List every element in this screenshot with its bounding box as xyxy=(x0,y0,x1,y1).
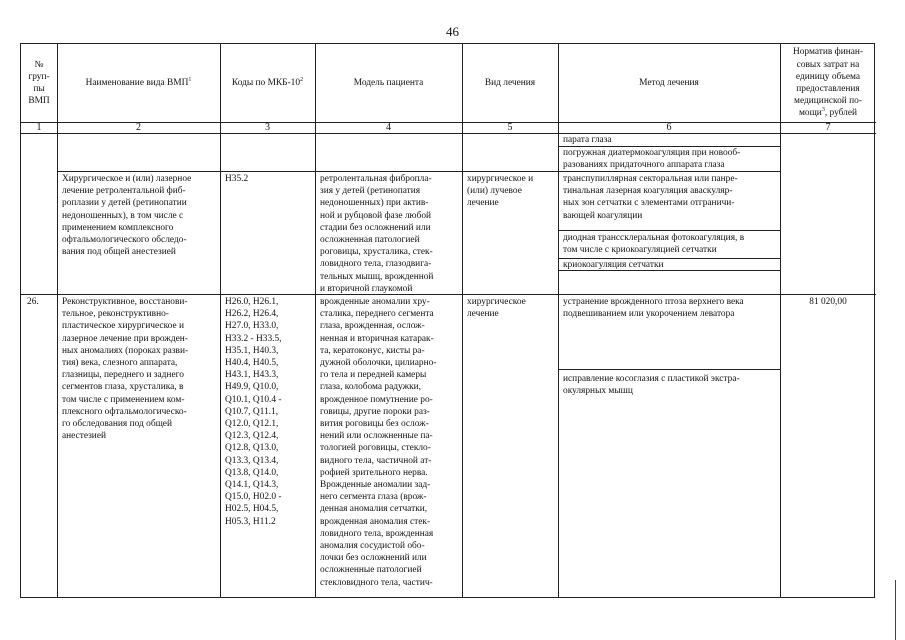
text-line: окулярных мышц xyxy=(563,386,633,397)
header-vmp-name xyxy=(57,44,220,122)
text-line: H35.2 xyxy=(225,174,249,184)
text-line: H49.9, Q10.0, xyxy=(225,382,279,393)
text-line: H33.2 - H33.5, xyxy=(225,333,282,344)
text-line: врожденное помутнение ро- xyxy=(320,394,433,405)
text-line: тельных мышц, врожденной xyxy=(320,271,434,282)
text-line: вающей коагуляции xyxy=(563,210,643,221)
text-line: совых затрат на xyxy=(796,59,860,70)
text-line: лечение xyxy=(467,198,499,209)
text-line: погружная диатермокоагуляция при новооб- xyxy=(563,148,741,158)
text-line: Q14.1, Q14.3, xyxy=(225,480,279,491)
text-line: криокоагуляция сетчатки xyxy=(563,260,664,270)
text-line: предоставления xyxy=(796,84,860,94)
text-line: ных зон сетчатки с элементами отграничи- xyxy=(563,198,735,209)
header-vmp-name-text: Наименование вида ВМП xyxy=(85,77,189,88)
text-line: видного тела, частичной ат- xyxy=(320,455,432,466)
text-line: рофией зрительного нерва. xyxy=(320,467,428,478)
text-line: Врожденные аномалии зад- xyxy=(320,480,431,491)
column-number: 4 xyxy=(386,122,391,133)
column-number: 5 xyxy=(507,122,513,133)
header-cost-unit: , рублей xyxy=(824,108,858,119)
text-line: ной и рубцовой фазе любой xyxy=(320,210,432,221)
text-line: H35.1, H40.3, xyxy=(225,345,279,356)
text-line: Q13.3, Q13.4, xyxy=(225,455,279,466)
text-line: стадии без осложнений или xyxy=(320,222,431,233)
header-patient-model xyxy=(315,44,462,122)
text-line: Q12.8, Q13.0, xyxy=(225,443,279,454)
page-edge-mark xyxy=(895,580,896,640)
text-line: стекловидного тела, частич- xyxy=(320,577,433,588)
text-line: тологией роговицы, стекло- xyxy=(320,443,431,454)
text-line: ловидного тела, врожденная xyxy=(320,528,434,539)
text-line: хирургическое xyxy=(467,297,526,307)
header-group-number-text xyxy=(28,59,49,108)
header-treatment-method xyxy=(558,44,780,122)
method-cell xyxy=(563,173,777,222)
text-line: лечение ретролентальной фиб- xyxy=(62,186,186,197)
text-line: H02.5, H04.5, xyxy=(225,504,279,515)
header-icd-codes xyxy=(220,44,315,122)
footnote-2: 2 xyxy=(300,76,304,83)
patient-model-cell xyxy=(320,296,460,589)
method-cell xyxy=(563,134,777,146)
footnote-1: 1 xyxy=(188,76,192,83)
text-line: подвешиванием или укорочением леватора xyxy=(563,309,735,320)
column-number: 2 xyxy=(136,122,141,133)
text-line: глаза, колобома радужки, xyxy=(320,382,421,393)
patient-model-cell xyxy=(320,173,460,295)
icd-codes-cell xyxy=(225,173,313,185)
text-line: сталика, переднего сегмента xyxy=(320,309,434,320)
treatment-type-cell xyxy=(467,296,557,320)
text-line: мощи$^3$, рублей xyxy=(798,107,858,119)
text-line: аномалия сосудистой обо- xyxy=(320,541,425,552)
header-treatment-type xyxy=(462,44,558,122)
text-line: Норматив финан- xyxy=(792,47,864,58)
text-line: недоношенных), в том числе с xyxy=(62,210,184,221)
text-line: глаза, врожденная, ослож- xyxy=(320,321,425,332)
header-group-number xyxy=(21,44,57,122)
column-number: 7 xyxy=(825,122,831,133)
header-patient-model-text: Модель пациента xyxy=(353,77,424,88)
text-line: тельное, реконструктивно- xyxy=(62,309,169,320)
text-line: медицинской по- xyxy=(794,96,862,107)
text-line: осложненные патологией xyxy=(320,565,422,576)
text-line: денная аномалия сетчатки, xyxy=(320,504,428,515)
text-line: транспупиллярная секторальная или панре- xyxy=(563,174,738,184)
text-line: анестезией xyxy=(62,431,107,442)
method-cell xyxy=(563,232,777,256)
text-line: дужной оболочки, цилиарно- xyxy=(320,358,437,369)
text-line: плексного офтальмологическо- xyxy=(62,406,187,417)
text-line: единицу объема xyxy=(795,71,861,82)
text-line: офтальмологического обследо- xyxy=(62,235,187,246)
text-line: применением комплексного xyxy=(62,222,174,233)
footnote-3: 3 xyxy=(821,107,825,114)
text-line: диодная транссклеральная фотокоагуляция, в xyxy=(563,233,745,243)
vmp-table xyxy=(20,43,875,598)
text-line: Q12.0, Q12.1, xyxy=(225,419,279,430)
text-line: вития роговицы без ослож- xyxy=(320,419,429,430)
method-cell xyxy=(563,373,777,397)
text-line: недоношенных) при актив- xyxy=(320,198,429,209)
text-line: та, кератоконус, кисты ра- xyxy=(320,345,425,356)
method-cell xyxy=(563,259,777,271)
text-line: том числе с криокоагуляцией сетчатки xyxy=(563,245,717,256)
header-cost-standard xyxy=(780,44,876,122)
header-treatment-type-text: Вид лечения xyxy=(484,77,536,88)
text-line: H43.1, H43.3, xyxy=(225,370,279,381)
text-line: сегментов глаза, хрусталика, в xyxy=(62,382,184,393)
text-line: Хирургическое и (или) лазерное xyxy=(62,174,192,184)
text-line: ненная и вторичная катарак- xyxy=(320,333,434,344)
text-line: H26.0, H26.1, xyxy=(225,297,279,307)
treatment-type-cell xyxy=(467,173,557,210)
text-line: H05.3, H11.2 xyxy=(225,516,276,527)
column-number: 6 xyxy=(666,122,672,133)
text-line: № xyxy=(34,59,44,70)
text-line: исправление косоглазия с пластикой экстра- xyxy=(563,374,740,384)
text-line: ВМП xyxy=(28,96,50,107)
text-line: Q10.7, Q11.1, xyxy=(225,406,279,417)
text-line: том числе с применением ком- xyxy=(62,394,185,405)
text-line: Q13.8, Q14.0, xyxy=(225,467,279,478)
text-line: хирургическое и xyxy=(467,174,534,184)
header-treatment-method-text: Метод лечения xyxy=(639,77,699,88)
text-line: нений или осложненные па- xyxy=(320,431,433,442)
text-line: ретролентальная фибропла- xyxy=(320,174,432,184)
text-line: разованиях придаточного аппарата глаза xyxy=(563,160,725,171)
text-line: лочки без осложнений или xyxy=(320,553,427,564)
text-line: Q10.1, Q10.4 - xyxy=(225,394,282,405)
text-line: тинальная лазерная коагуляция аваскуляр- xyxy=(563,186,733,197)
text-line: врожденная аномалия стек- xyxy=(320,516,431,527)
text-line: ных аномалиях (пороках разви- xyxy=(62,345,189,356)
vmp-name-cell xyxy=(62,296,218,442)
cost-cell: 81 020,00 xyxy=(809,297,847,307)
text-line: H40.4, H40.5, xyxy=(225,358,279,369)
text-line: зия у детей (ретинопатия xyxy=(320,186,421,197)
text-line: (или) лучевое xyxy=(467,186,522,197)
text-line: устранение врожденного птоза верхнего века xyxy=(563,297,744,307)
text-line: пы xyxy=(33,84,45,94)
method-cell xyxy=(563,147,777,171)
vmp-name-cell xyxy=(62,173,218,258)
text-line: H26.2, H26.4, xyxy=(225,309,279,320)
text-line: и вторичной глаукомой xyxy=(320,283,413,294)
text-line: лечение xyxy=(467,309,499,320)
text-line: роплазии у детей (ретинопатии xyxy=(62,198,187,209)
text-line: ловидного тела, глазодвига- xyxy=(320,259,432,270)
text-line: го обследования под общей xyxy=(62,419,172,430)
text-line: Q15.0, H02.0 - xyxy=(225,492,282,503)
text-line: пластическое хирургическое и xyxy=(62,321,184,332)
header-icd-codes-text: Коды по МКБ-10 xyxy=(231,77,301,88)
text-line: роговицы, хрусталика, стек- xyxy=(320,247,433,258)
text-line: лазерное лечение при врожден- xyxy=(62,333,188,344)
text-line: парата глаза xyxy=(563,135,612,145)
text-line: говицы, другие пороки раз- xyxy=(320,406,430,417)
text-line: H27.0, H33.0, xyxy=(225,321,279,332)
text-line: го тела и передней камеры xyxy=(320,370,427,381)
method-cell xyxy=(563,296,777,320)
text-line: груп- xyxy=(28,71,50,82)
column-number: 1 xyxy=(36,122,42,133)
page-number: 46 xyxy=(446,24,459,39)
text-line: вания под общей анестезией xyxy=(62,247,176,258)
text-line: тия) века, слезного аппарата, xyxy=(62,358,178,369)
text-line: глазницы, переднего и заднего xyxy=(62,370,184,381)
text-line: Q12.3, Q12.4, xyxy=(225,431,279,442)
header-cost-standard-text xyxy=(793,46,863,119)
text-line: Реконструктивное, восстанови- xyxy=(62,297,188,307)
text-line: него сегмента глаза (врож- xyxy=(320,492,427,503)
text-line: врожденные аномалии хру- xyxy=(320,297,430,307)
icd-codes-cell xyxy=(225,296,313,528)
column-number: 3 xyxy=(265,122,270,133)
text-line: осложненная патологией xyxy=(320,235,420,246)
group-number-cell: 26. xyxy=(27,297,39,307)
